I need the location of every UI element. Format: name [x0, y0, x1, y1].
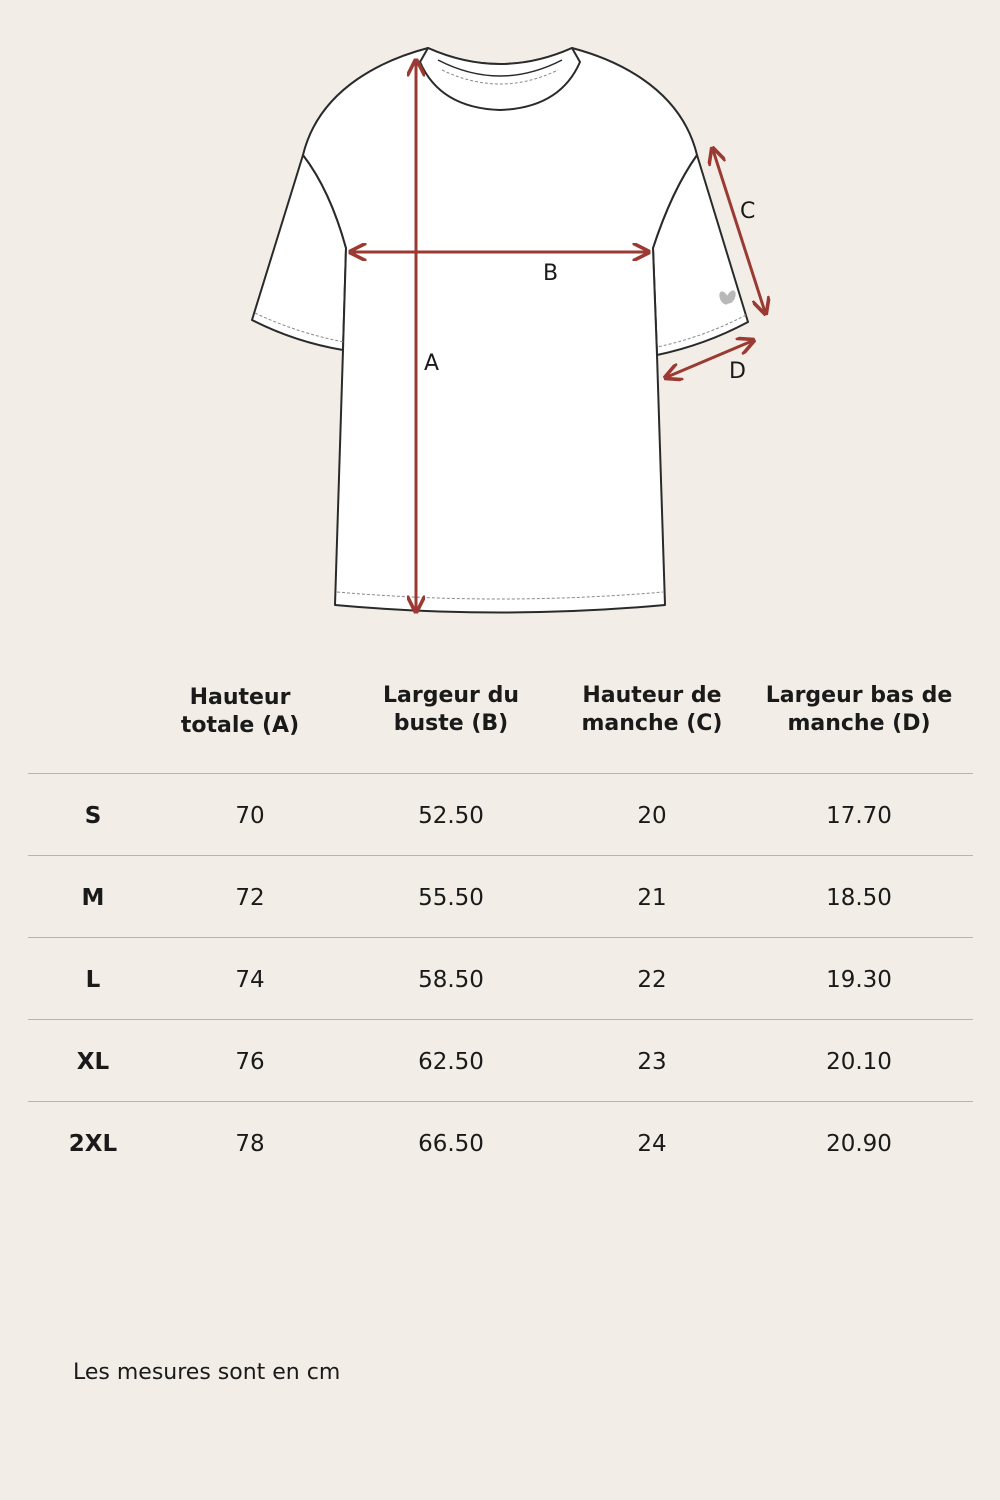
sleeve-length-cell: 23 — [637, 1049, 667, 1075]
table-row — [28, 938, 973, 1020]
table-row — [28, 856, 973, 938]
chest-width-cell: 66.50 — [418, 1131, 484, 1157]
size-cell: L — [85, 967, 101, 993]
tshirt-diagram — [0, 0, 1000, 640]
label-a: A — [424, 351, 440, 376]
size-cell: 2XL — [68, 1131, 118, 1157]
header-sleeve-length: Hauteur de manche (C) — [581, 683, 723, 736]
header-sleeve-width: Largeur bas de manche (D) — [765, 683, 953, 736]
label-d: D — [729, 359, 746, 384]
height-total-cell: 72 — [235, 885, 265, 911]
height-total-cell: 78 — [235, 1131, 265, 1157]
table-row — [28, 1020, 973, 1102]
height-total-cell: 74 — [235, 967, 265, 993]
table-row — [28, 774, 973, 856]
chest-width-cell: 55.50 — [418, 885, 484, 911]
height-total-cell: 76 — [235, 1049, 265, 1075]
table-header-row — [28, 660, 973, 774]
sleeve-length-cell: 24 — [637, 1131, 667, 1157]
table-body — [28, 774, 973, 1183]
label-b: B — [543, 261, 559, 286]
size-cell: M — [81, 885, 105, 911]
header-chest-width: Largeur du buste (B) — [383, 683, 519, 736]
footnote: Les mesures sont en cm — [73, 1360, 341, 1385]
label-c: C — [740, 199, 756, 224]
sleeve-length-cell: 22 — [637, 967, 667, 993]
size-cell: S — [84, 803, 102, 829]
sleeve-width-cell: 18.50 — [826, 885, 892, 911]
chest-width-cell: 58.50 — [418, 967, 484, 993]
chest-width-cell: 62.50 — [418, 1049, 484, 1075]
sleeve-width-cell: 19.30 — [826, 967, 892, 993]
header-height-total: Hauteur totale (A) — [180, 685, 300, 738]
size-table — [28, 660, 973, 1183]
sleeve-length-cell: 21 — [637, 885, 667, 911]
tshirt-outline — [252, 48, 748, 613]
sleeve-width-cell: 17.70 — [826, 803, 892, 829]
sleeve-length-cell: 20 — [637, 803, 667, 829]
sleeve-width-cell: 20.90 — [826, 1131, 892, 1157]
sleeve-width-cell: 20.10 — [826, 1049, 892, 1075]
height-total-cell: 70 — [235, 803, 265, 829]
chest-width-cell: 52.50 — [418, 803, 484, 829]
table-row — [28, 1102, 973, 1183]
size-cell: XL — [76, 1049, 110, 1075]
